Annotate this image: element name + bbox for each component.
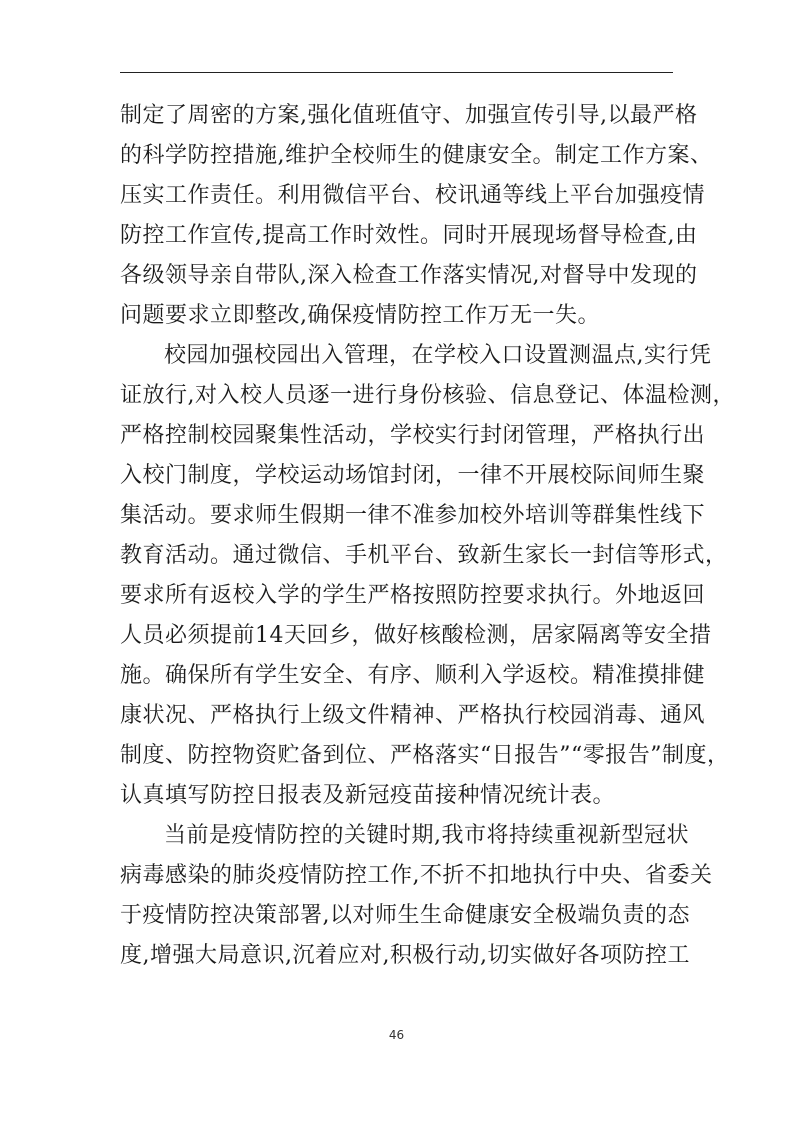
paragraph-1 (120, 96, 713, 336)
text-line: 证放行,对入校人员逐一进行身份核验、信息登记、体温检测， (120, 383, 735, 408)
header-rule (120, 72, 673, 73)
text-line: 认真填写防控日报表及新冠疫苗接种情况统计表。 (120, 783, 616, 808)
text-line: 当前是疫情防控的关键时期,我市将持续重视新型冠状 (164, 823, 689, 848)
text-line: 教育活动。通过微信、手机平台、致新生家长一封信等形式， (120, 543, 728, 568)
text-line: 要求所有返校入学的学生严格按照防控要求执行。外地返回 (120, 583, 706, 608)
text-line: 施。确保所有学生安全、有序、顺利入学返校。精准摸排健 (120, 663, 706, 688)
text-line: 病毒感染的肺炎疫情防控工作,不折不扣地执行中央、省委关 (120, 863, 713, 888)
text-line: 防控工作宣传,提高工作时效性。同时开展现场督导检查,由 (120, 223, 698, 248)
text-line: 校园加强校园出入管理，在学校入口设置测温点,实行凭 (164, 343, 712, 368)
text-line: 的科学防控措施,维护全校师生的健康安全。制定工作方案、 (120, 143, 713, 168)
text-line: 人员必须提前14天回乡，做好核酸检测，居家隔离等安全措 (120, 623, 712, 648)
text-line: 制定了周密的方案,强化值班值守、加强宣传引导,以最严格 (120, 103, 698, 128)
page-number: 46 (388, 1028, 405, 1042)
text-line: 入校门制度，学校运动场馆封闭，一律不开展校际间师生聚 (120, 463, 706, 488)
text-line: 于疫情防控决策部署,以对师生生命健康安全极端负责的态 (120, 903, 690, 928)
text-line: 集活动。要求师生假期一律不准参加校外培训等群集性线下 (120, 503, 706, 528)
text-line: 度,增强大局意识,沉着应对,积极行动,切实做好各项防控工 (120, 943, 690, 968)
paragraph-3 (120, 816, 713, 976)
document-body (120, 96, 735, 976)
text-line: 康状况、严格执行上级文件精神、严格执行校园消毒、通风 (120, 703, 706, 728)
text-line: 制度、防控物资贮备到位、严格落实“日报告”“零报告”制度， (120, 743, 730, 768)
text-line: 问题要求立即整改,确保疫情防控工作万无一失。 (120, 303, 600, 328)
text-line: 各级领导亲自带队,深入检查工作落实情况,对督导中发现的 (120, 263, 698, 288)
text-line: 压实工作责任。利用微信平台、校讯通等线上平台加强疫情 (120, 183, 706, 208)
paragraph-2 (120, 336, 735, 816)
text-line: 严格控制校园聚集性活动，学校实行封闭管理，严格执行出 (120, 423, 706, 448)
